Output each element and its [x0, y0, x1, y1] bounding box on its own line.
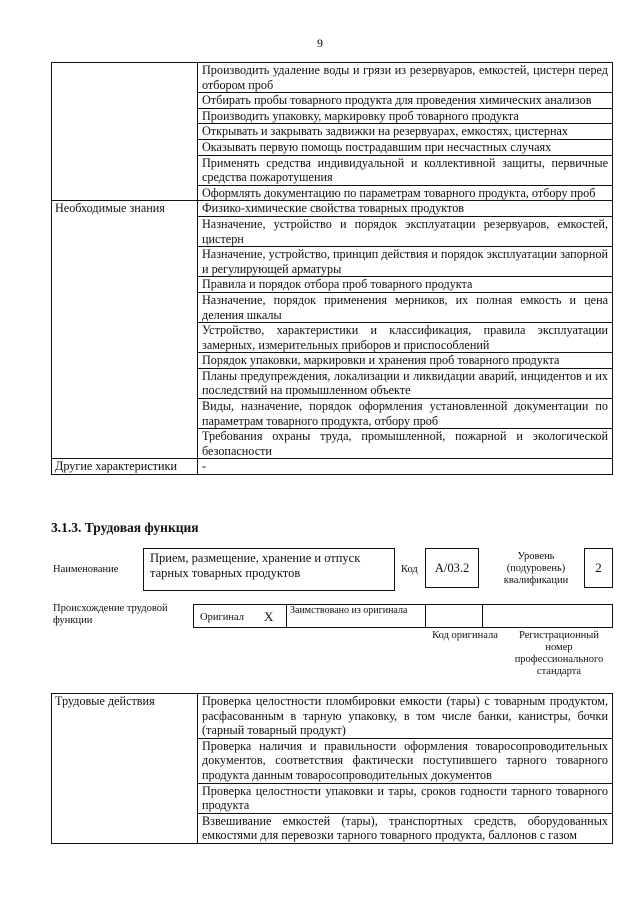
level-label: Уровень (подуровень) квалификации — [503, 551, 569, 586]
table-cell: Производить удаление воды и грязи из резервуаров, емкостей, цистерн перед отбором проб — [198, 63, 613, 93]
table-cell: Правила и порядок отбора проб товарного продукта — [198, 277, 613, 293]
row-label-actions: Трудовые действия — [52, 694, 198, 844]
table-cell: Планы предупреждения, локализации и ликвидации аварий, инцидентов и их последствий на промышленном объекте — [198, 368, 613, 398]
table-cell: Назначение, порядок применения мерников, их полная емкость и цена деления шкалы — [198, 292, 613, 322]
original-mark: X — [264, 609, 274, 624]
table-row — [52, 694, 613, 739]
row-label — [52, 63, 198, 201]
table-cell: Физико-химические свойства товарных продуктов — [198, 201, 613, 217]
table-cell: Порядок упаковки, маркировки и хранения проб товарного продукта — [198, 353, 613, 369]
table-cell: - — [198, 459, 613, 475]
table-cell: Оказывать первую помощь пострадавшим при несчастных случаях — [198, 139, 613, 155]
table-row — [52, 201, 613, 217]
borrowed-label: Заимствовано из оригинала — [290, 605, 408, 616]
row-label-other: Другие характеристики — [52, 459, 198, 475]
function-name-field: Прием, размещение, хранение и отпуск тарных товарных продуктов — [143, 548, 395, 591]
table-cell: Оформлять документацию по параметрам товарного продукта, отбору проб — [198, 185, 613, 201]
table-cell: Взвешивание емкостей (тары), транспортных средств, оборудованных емкостями для перевозки тарного товарного продукта, баллонов с газом — [198, 813, 613, 843]
section-title: 3.1.3. Трудовая функция — [51, 520, 199, 535]
table-cell: Виды, назначение, порядок оформления установленной документации по параметрам товарного продукта, отбору проб — [198, 399, 613, 429]
table-row — [52, 459, 613, 475]
original-cell — [193, 604, 287, 628]
table-cell: Требования охраны труда, промышленной, пожарной и экологической безопасности — [198, 429, 613, 459]
origin-label: Происхождение трудовой функции — [53, 603, 168, 626]
skills-knowledge-table — [51, 62, 613, 475]
registration-caption: Регистрационный номер профессионального стандарта — [514, 630, 604, 677]
row-label-knowledge: Необходимые знания — [52, 201, 198, 459]
table-cell: Применять средства индивидуальной и коллективной защиты, первичные средства пожаротушения — [198, 155, 613, 185]
labor-actions-table — [51, 693, 613, 844]
origin-row — [193, 604, 613, 628]
qualification-level-field: 2 — [584, 548, 613, 588]
table-cell: Назначение, устройство и порядок эксплуатации резервуаров, емкостей, цистерн — [198, 216, 613, 246]
table-cell: Проверка целостности пломбировки емкости (тары) с товарным продуктом, расфасованным в тарную упаковку, в том числе банки, канистры, бочки (тарный товарный продукт) — [198, 694, 613, 739]
table-cell: Назначение, устройство, принцип действия и порядок эксплуатации запорной и регулирующей арматуры — [198, 247, 613, 277]
original-code-cell — [425, 604, 483, 628]
table-cell: Производить упаковку, маркировку проб товарного продукта — [198, 108, 613, 124]
table-cell: Отбирать пробы товарного продукта для проведения химических анализов — [198, 93, 613, 109]
code-caption: Код оригинала — [432, 630, 498, 641]
table-cell: Открывать и закрывать задвижки на резервуарах, емкостях, цистернах — [198, 124, 613, 140]
table-row — [52, 63, 613, 93]
code-label: Код — [401, 564, 418, 575]
table-cell: Проверка наличия и правильности оформления товаросопроводительных документов, соответствия фактически поступившего тарного товарного продукта данным товаросопроводительных документов — [198, 738, 613, 783]
page-number: 9 — [317, 36, 323, 50]
table-cell: Устройство, характеристики и классификация, правила эксплуатации замерных, измерительных приборов и приспособлений — [198, 323, 613, 353]
table-cell: Проверка целостности упаковки и тары, сроков годности тарного товарного продукта — [198, 783, 613, 813]
name-label: Наименование — [53, 564, 119, 575]
registration-number-cell — [482, 604, 613, 628]
borrowed-cell — [286, 604, 426, 628]
original-label: Оригинал — [200, 612, 244, 623]
function-code-field: A/03.2 — [425, 548, 479, 588]
